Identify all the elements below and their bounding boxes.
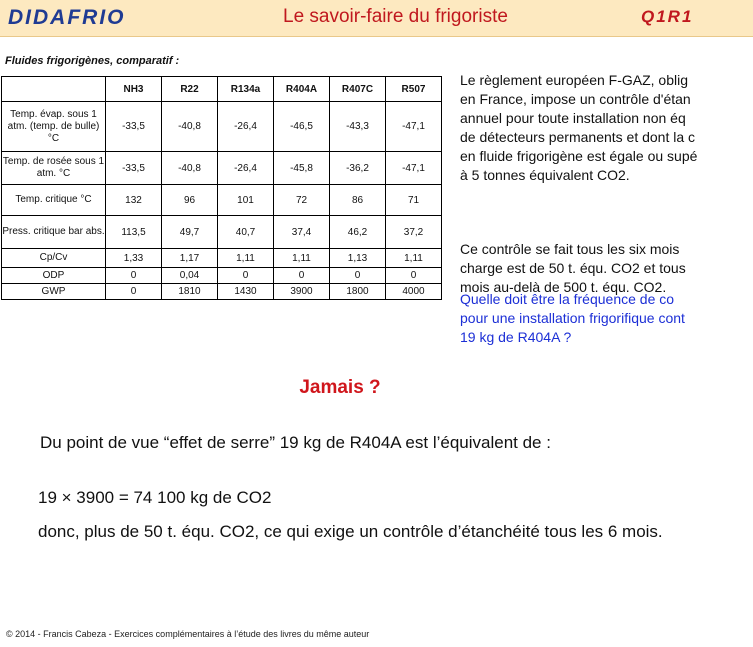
table-cell: 96 [162,185,218,216]
table-cell: 71 [386,185,442,216]
question-paragraph [460,290,753,347]
header-bar [0,0,753,37]
table-cell: -33,5 [106,152,162,185]
table-cell: -40,8 [162,152,218,185]
table-cell: 1,11 [386,249,442,268]
row-label: Temp. critique °C [2,185,106,216]
paragraph-line: de détecteurs permanents et dont la c [460,129,696,145]
paragraph-line: Ce contrôle se fait tous les six mois [460,241,680,257]
table-cell: -40,8 [162,102,218,152]
exercise-code: Q1R1 [641,7,694,26]
table-cell: -47,1 [386,152,442,185]
paragraph-line: Quelle doit être la fréquence de co [460,291,675,307]
table-row [2,216,442,249]
table-cell: -26,4 [218,152,274,185]
table-cell: 49,7 [162,216,218,249]
table-cell: -26,4 [218,102,274,152]
table-cell: 1430 [218,284,274,300]
answer-line-conclusion: donc, plus de 50 t. équ. CO2, ce qui exige un contrôle d’étanchéité tous les 6 mois. [38,522,663,541]
column-header: R22 [162,77,218,102]
row-label: Press. critique bar abs. [2,216,106,249]
table-row [2,268,442,284]
table-cell: 0 [386,268,442,284]
table-cell: 101 [218,185,274,216]
paragraph-line: en France, impose un contrôle d'étan [460,91,691,107]
table-cell: 86 [330,185,386,216]
table-header-row [2,77,442,102]
refrigerants-table [1,76,442,300]
table-cell: -47,1 [386,102,442,152]
copyright-footer: © 2014 - Francis Cabeza - Exercices complémentaires à l’étude des livres du même auteur [6,629,370,639]
paragraph-line: annuel pour toute installation non éq [460,110,686,126]
table-cell: 0 [330,268,386,284]
table-corner-cell [2,77,106,102]
table-cell: 0 [274,268,330,284]
paragraph-line: pour une installation frigorifique cont [460,310,685,326]
control-frequency-paragraph [460,240,753,297]
table-row [2,102,442,152]
table-cell: 1,17 [162,249,218,268]
answer-line-greenhouse: Du point de vue “effet de serre” 19 kg de R404A est l’équivalent de : [40,433,551,452]
column-header: R507 [386,77,442,102]
paragraph-line: mois au-delà de 500 t. équ. CO2. [460,279,667,295]
column-header: R134a [218,77,274,102]
table-cell: 40,7 [218,216,274,249]
table-cell: -43,3 [330,102,386,152]
table-cell: 1,11 [218,249,274,268]
paragraph-line: charge est de 50 t. équ. CO2 et tous [460,260,686,276]
column-header: NH3 [106,77,162,102]
table-cell: 132 [106,185,162,216]
column-header: R407C [330,77,386,102]
table-cell: -33,5 [106,102,162,152]
table-row [2,152,442,185]
row-label: Cp/Cv [2,249,106,268]
table-cell: 113,5 [106,216,162,249]
table-cell: 37,2 [386,216,442,249]
table-cell: 3900 [274,284,330,300]
answer-line-calculation: 19 × 3900 = 74 100 kg de CO2 [38,488,272,507]
row-label: Temp. évap. sous 1 atm. (temp. de bulle) °C [2,102,106,152]
table-cell: 1,11 [274,249,330,268]
table-cell: 1800 [330,284,386,300]
paragraph-line: Le règlement européen F-GAZ, oblig [460,72,689,88]
table-row [2,284,442,300]
paragraph-line: 19 kg de R404A ? [460,329,572,345]
table-cell: 1,33 [106,249,162,268]
table-cell: 4000 [386,284,442,300]
table-row [2,249,442,268]
answer-title: Jamais ? [299,377,381,398]
table-cell: 72 [274,185,330,216]
table-cell: 0 [106,284,162,300]
table-cell: 0 [106,268,162,284]
table-cell: 1,13 [330,249,386,268]
column-header: R404A [274,77,330,102]
table-cell: -36,2 [330,152,386,185]
fgaz-regulation-paragraph [460,71,753,185]
table-cell: 0 [218,268,274,284]
table-cell: -46,5 [274,102,330,152]
paragraph-line: en fluide frigorigène est égale ou supé [460,148,698,164]
table-title: Fluides frigorigènes, comparatif : [5,55,180,67]
row-label: GWP [2,284,106,300]
table-cell: 0,04 [162,268,218,284]
row-label: Temp. de rosée sous 1 atm. °C [2,152,106,185]
table-row [2,185,442,216]
table-cell: 37,4 [274,216,330,249]
table-cell: -45,8 [274,152,330,185]
paragraph-line: à 5 tonnes équivalent CO2. [460,167,630,183]
header-subtitle: Le savoir-faire du frigoriste [283,6,508,27]
brand-title: DIDAFRIO [8,6,126,29]
table-cell: 46,2 [330,216,386,249]
table-cell: 1810 [162,284,218,300]
row-label: ODP [2,268,106,284]
